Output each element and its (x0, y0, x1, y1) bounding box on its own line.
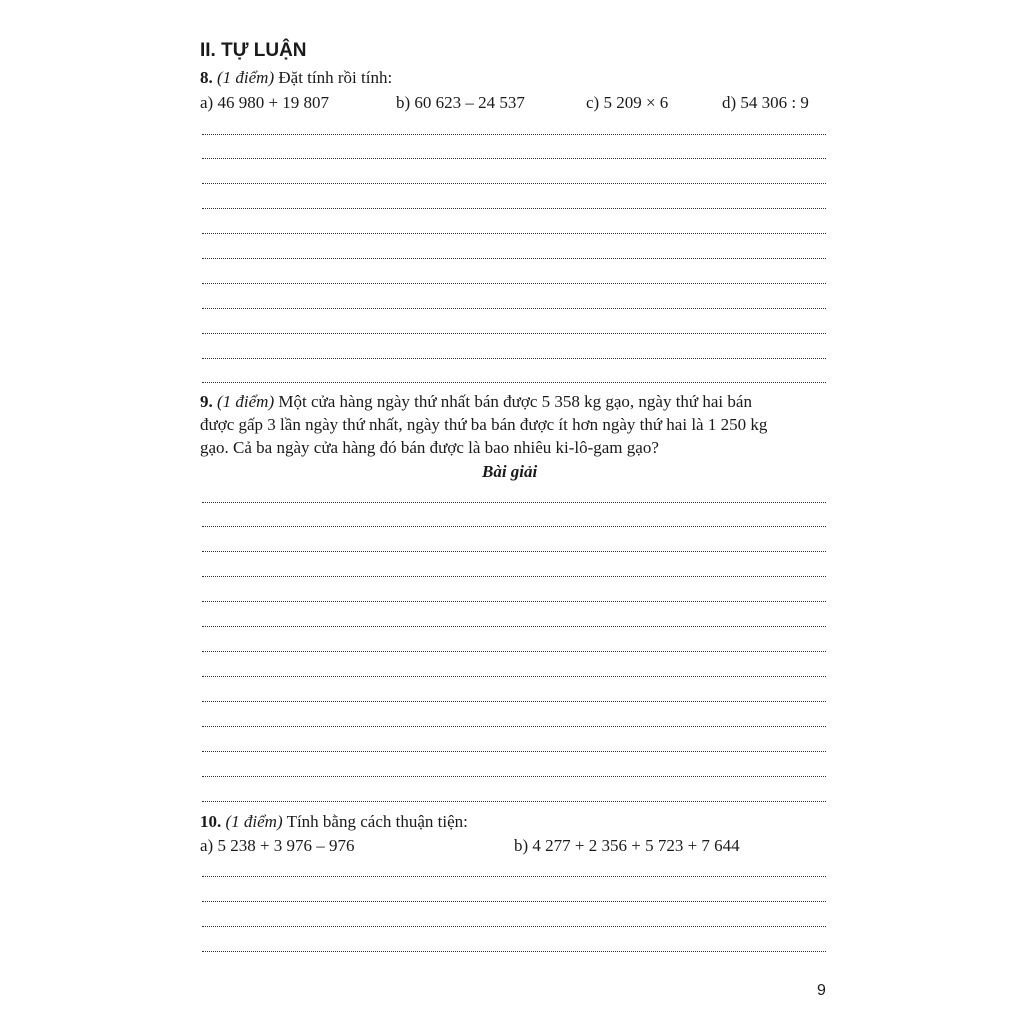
q10-item-a: a) 5 238 + 3 976 – 976 (200, 836, 355, 855)
answer-line[interactable] (202, 926, 826, 927)
answer-line[interactable] (202, 626, 826, 627)
answer-line[interactable] (202, 134, 826, 135)
answer-line[interactable] (202, 183, 826, 184)
q8-number: 8. (200, 68, 213, 87)
q9-text-1: Một cửa hàng ngày thứ nhất bán được 5 358 kg gạo, ngày thứ hai bán (278, 392, 752, 411)
answer-line[interactable] (202, 208, 826, 209)
q8-item-a: a) 46 980 + 19 807 (200, 93, 330, 112)
q9-line-3: gạo. Cả ba ngày cửa hàng đó bán được là bao nhiêu ki-lô-gam gạo? (200, 438, 659, 457)
q10-heading (200, 812, 468, 832)
q9-line-1 (200, 392, 752, 412)
q8-item-b: b) 60 623 – 24 537 (396, 93, 525, 112)
answer-line[interactable] (202, 576, 826, 577)
q8-prompt: Đặt tính rồi tính: (278, 68, 393, 87)
answer-line[interactable] (202, 776, 826, 777)
q8-item-c: c) 5 209 × 6 (586, 93, 669, 112)
q10-points: (1 điểm) (225, 812, 283, 831)
answer-line[interactable] (202, 876, 826, 877)
answer-line[interactable] (202, 283, 826, 284)
answer-line[interactable] (202, 726, 826, 727)
answer-line[interactable] (202, 951, 826, 952)
q10-prompt: Tính bằng cách thuận tiện: (286, 812, 468, 831)
answer-line[interactable] (202, 751, 826, 752)
answer-line[interactable] (202, 258, 826, 259)
answer-line[interactable] (202, 801, 826, 802)
answer-line[interactable] (202, 551, 826, 552)
section-title: II. TỰ LUẬN (200, 40, 307, 61)
q9-points: (1 điểm) (217, 392, 275, 411)
answer-line[interactable] (202, 358, 826, 359)
answer-line[interactable] (202, 901, 826, 902)
answer-line[interactable] (202, 676, 826, 677)
answer-line[interactable] (202, 651, 826, 652)
q10-item-b: b) 4 277 + 2 356 + 5 723 + 7 644 (514, 836, 740, 855)
q9-line-2: được gấp 3 lần ngày thứ nhất, ngày thứ ba bán được ít hơn ngày thứ hai là 1 250 kg (200, 415, 768, 434)
answer-line[interactable] (202, 526, 826, 527)
q8-heading (200, 68, 392, 88)
answer-line[interactable] (202, 233, 826, 234)
q10-number: 10. (200, 812, 222, 831)
answer-line[interactable] (202, 502, 826, 503)
answer-line[interactable] (202, 308, 826, 309)
answer-line[interactable] (202, 333, 826, 334)
answer-line[interactable] (202, 701, 826, 702)
q8-points: (1 điểm) (217, 68, 275, 87)
q8-item-d: d) 54 306 : 9 (722, 93, 809, 112)
answer-line[interactable] (202, 382, 826, 383)
answer-line[interactable] (202, 158, 826, 159)
solution-heading: Bài giải (482, 462, 538, 481)
q9-number: 9. (200, 392, 213, 411)
answer-line[interactable] (202, 601, 826, 602)
page-number: 9 (817, 982, 826, 999)
